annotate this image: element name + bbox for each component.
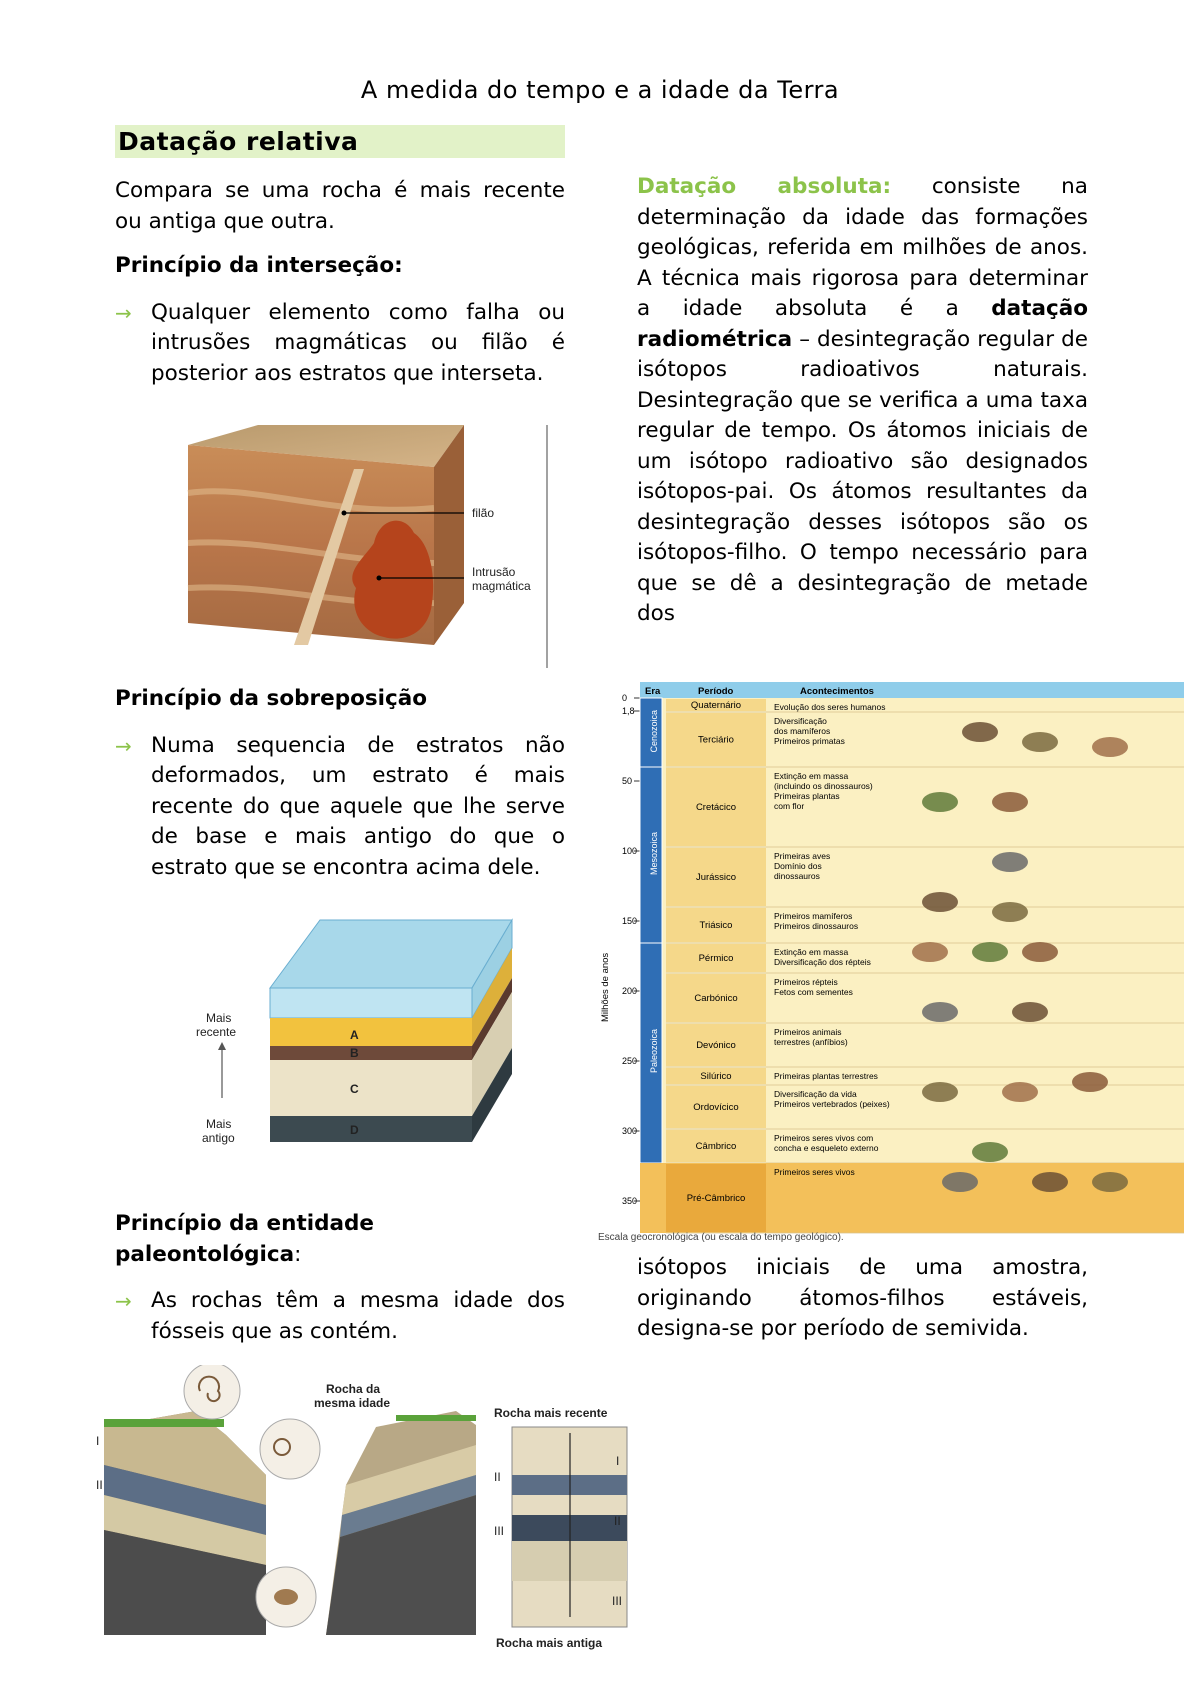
- tick-label: 150: [622, 916, 638, 926]
- label-same-age-1: Rocha da: [326, 1382, 381, 1396]
- principle-intersection-text: Qualquer elemento como falha ou intrusões magmáticas ou filão é posterior aos estratos que interseta.: [151, 299, 565, 386]
- principle-paleo-title-b: paleontológica: [115, 1241, 295, 1267]
- principle-superposition-title: Princípio da sobreposição: [115, 686, 428, 711]
- absolute-text-3: isótopos iniciais de uma amostra, originando átomos-filhos estáveis, designa-se por período de semivida.: [637, 1255, 1088, 1341]
- arrow-bullet-icon: →: [115, 1289, 132, 1313]
- event-text: terrestres (anfíbios): [774, 1037, 848, 1047]
- absolute-text-2: – desintegração regular de isótopos radioativos naturais. Desintegração que se verifica a uma taxa regular de tempo. Os átomos iniciais de um isótopo radioativo são designados isótopos-pai. Os átomos resultantes da desintegração desses isótopos são os isótopos-filho. O tempo necessário para que se dê a desintegração de metade dos: [637, 326, 1088, 626]
- paleontological-section: [115, 1209, 565, 1347]
- organism-illustration: [922, 1082, 958, 1102]
- organism-illustration: [912, 942, 948, 962]
- absolute-paragraph: [637, 172, 1088, 630]
- principle-paleo-title-line2: [115, 1240, 565, 1271]
- period-name: Triásico: [699, 920, 733, 931]
- tick-label: 1,8: [622, 706, 635, 716]
- period-name: Jurássico: [695, 872, 737, 883]
- roman-ii-left: II: [96, 1478, 103, 1492]
- event-text: Diversificação dos répteis: [774, 957, 871, 967]
- layer-label-d: D: [350, 1123, 359, 1137]
- principle-superposition-bullet: [115, 731, 565, 884]
- label-intrusao-2: magmática: [472, 579, 531, 593]
- principle-paleo-title-c: :: [294, 1241, 302, 1267]
- organism-illustration: [922, 1002, 958, 1022]
- arrow-bullet-icon: →: [115, 733, 132, 758]
- period-name: Pérmico: [698, 953, 734, 964]
- organism-illustration: [922, 792, 958, 812]
- arrow-bullet-icon: →: [115, 300, 132, 325]
- principle-paleo-title-a: Princípio da entidade: [115, 1211, 374, 1236]
- roman-ii-mid: II: [494, 1470, 501, 1484]
- event-text: Primeiros vertebrados (peixes): [774, 1099, 890, 1109]
- event-text: Diversificação: [774, 716, 827, 726]
- organism-illustration: [1022, 732, 1058, 752]
- event-text: Primeiros seres vivos com: [774, 1133, 874, 1143]
- absolute-continued: [637, 1253, 1088, 1345]
- event-text: dinossauros: [774, 871, 820, 881]
- event-text: Extinção em massa: [774, 771, 849, 781]
- page-title: A medida do tempo e a idade da Terra: [360, 76, 840, 104]
- organism-illustration: [972, 942, 1008, 962]
- header-events: Acontecimentos: [800, 686, 874, 697]
- layer-label-b: B: [350, 1046, 359, 1060]
- event-text: Primeiros primatas: [774, 736, 845, 746]
- period-name: Devónico: [696, 1040, 736, 1051]
- era-label: Mesozoica: [649, 831, 659, 875]
- event-text: concha e esqueleto externo: [774, 1143, 879, 1153]
- geo-caption: Escala geocronológica (ou escala do tempo geológico).: [598, 1232, 844, 1243]
- principle-paleo-title-line1: [115, 1209, 565, 1240]
- geologic-time-scale: [590, 662, 1190, 1247]
- period-name: Silúrico: [700, 1071, 732, 1082]
- period-name: Cretácico: [695, 802, 737, 813]
- organism-illustration: [992, 852, 1028, 872]
- period-name: Terciário: [698, 734, 734, 746]
- event-text: Fetos com sementes: [774, 987, 853, 997]
- era-label: Cenozoica: [649, 709, 659, 753]
- period-name: Quaternário: [690, 700, 742, 711]
- organism-illustration: [1072, 1072, 1108, 1092]
- label-intrusao-1: Intrusão: [472, 565, 516, 579]
- roman-i-left: I: [96, 1434, 100, 1448]
- label-filao: filão: [472, 506, 495, 520]
- organism-illustration: [992, 902, 1028, 922]
- event-text: dos mamíferos: [774, 726, 831, 736]
- tick-label: 250: [622, 1056, 638, 1066]
- event-text: Primeiras aves: [774, 851, 831, 861]
- roman-i-right: I: [616, 1454, 620, 1468]
- organism-illustration: [962, 722, 998, 742]
- intersection-figure: [174, 423, 552, 669]
- relative-intro: Compara se uma rocha é mais recente ou antiga que outra.: [115, 178, 565, 234]
- event-text: Extinção em massa: [774, 947, 849, 957]
- event-text: Primeiros répteis: [774, 977, 838, 987]
- organism-illustration: [1092, 1172, 1128, 1192]
- organism-illustration: [972, 1142, 1008, 1162]
- label-rock-recent: Rocha mais recente: [494, 1406, 608, 1420]
- tick-label: 350: [622, 1196, 638, 1206]
- period-name: Câmbrico: [695, 1141, 737, 1152]
- superposition-section: [115, 684, 565, 883]
- header-era: Era: [645, 686, 661, 697]
- layer-label-a: A: [350, 1028, 359, 1042]
- relative-dating-column: [115, 125, 565, 389]
- event-text: (incluindo os dinossauros): [774, 781, 873, 791]
- roman-iii-right: III: [612, 1594, 623, 1608]
- organism-illustration: [1032, 1172, 1068, 1192]
- event-text: Primeiros animais: [774, 1027, 842, 1037]
- event-text: Evolução dos seres humanos: [774, 702, 886, 712]
- roman-iii-mid: III: [494, 1524, 505, 1538]
- event-text: com flor: [774, 801, 805, 811]
- organism-illustration: [1092, 737, 1128, 757]
- tick-label: 200: [622, 986, 638, 996]
- era-label: Paleozoica: [649, 1028, 659, 1073]
- organism-illustration: [1012, 1002, 1048, 1022]
- tick-label: 100: [622, 846, 638, 856]
- principle-intersection-bullet: [115, 298, 565, 390]
- roman-ii-right: II: [614, 1514, 621, 1528]
- event-text: Primeiras plantas: [774, 791, 840, 801]
- label-old-1: Mais: [206, 1117, 232, 1131]
- event-text: Primeiros seres vivos: [774, 1167, 855, 1177]
- section-heading-relative: Datação relativa: [115, 125, 565, 158]
- superposition-figure: [182, 918, 522, 1164]
- tick-label: 50: [622, 776, 633, 786]
- event-text: Primeiras plantas terrestres: [774, 1071, 878, 1081]
- organism-illustration: [1002, 1082, 1038, 1102]
- principle-paleo-bullet: [115, 1286, 565, 1347]
- period-name: Ordovícico: [693, 1102, 739, 1113]
- organism-illustration: [992, 792, 1028, 812]
- absolute-text-1: consiste na determinação da idade das formações geológicas, referida em milhões de anos. A técnica mais rigorosa para determinar a idade absoluta é a: [637, 174, 1088, 321]
- period-name: Pré-Câmbrico: [686, 1193, 746, 1204]
- organism-illustration: [942, 1172, 978, 1192]
- label-rock-old: Rocha mais antiga: [496, 1636, 603, 1650]
- organism-illustration: [922, 892, 958, 912]
- principle-intersection-title: Princípio da interseção:: [115, 253, 403, 278]
- event-text: Diversificação da vida: [774, 1089, 857, 1099]
- layer-label-c: C: [350, 1082, 359, 1096]
- event-text: Primeiros dinossauros: [774, 921, 859, 931]
- tick-label: 0: [622, 693, 628, 703]
- label-recent-2: recente: [196, 1025, 237, 1039]
- event-text: Domínio dos: [774, 861, 822, 871]
- fossil-figure: [96, 1365, 636, 1655]
- label-old-2: antigo: [202, 1131, 235, 1145]
- axis-label: Milhões de anos: [600, 952, 611, 1022]
- header-period: Período: [698, 686, 734, 697]
- event-text: Primeiros mamíferos: [774, 911, 853, 921]
- tick-label: 300: [622, 1126, 638, 1136]
- organism-illustration: [1022, 942, 1058, 962]
- absolute-dating-column: [637, 172, 1088, 630]
- label-recent-1: Mais: [206, 1011, 232, 1025]
- absolute-lead: Datação absoluta:: [637, 174, 892, 199]
- period-name: Carbónico: [694, 993, 738, 1004]
- principle-paleo-text: As rochas têm a mesma idade dos fósseis que as contém.: [151, 1288, 565, 1344]
- principle-superposition-text: Numa sequencia de estratos não deformados, um estrato é mais recente do que aquele que lhe serve de base e mais antigo do que o estrato que se encontra acima dele.: [151, 732, 565, 880]
- absolute-bold: datação radiométrica: [637, 296, 1088, 352]
- label-same-age-2: mesma idade: [314, 1396, 391, 1410]
